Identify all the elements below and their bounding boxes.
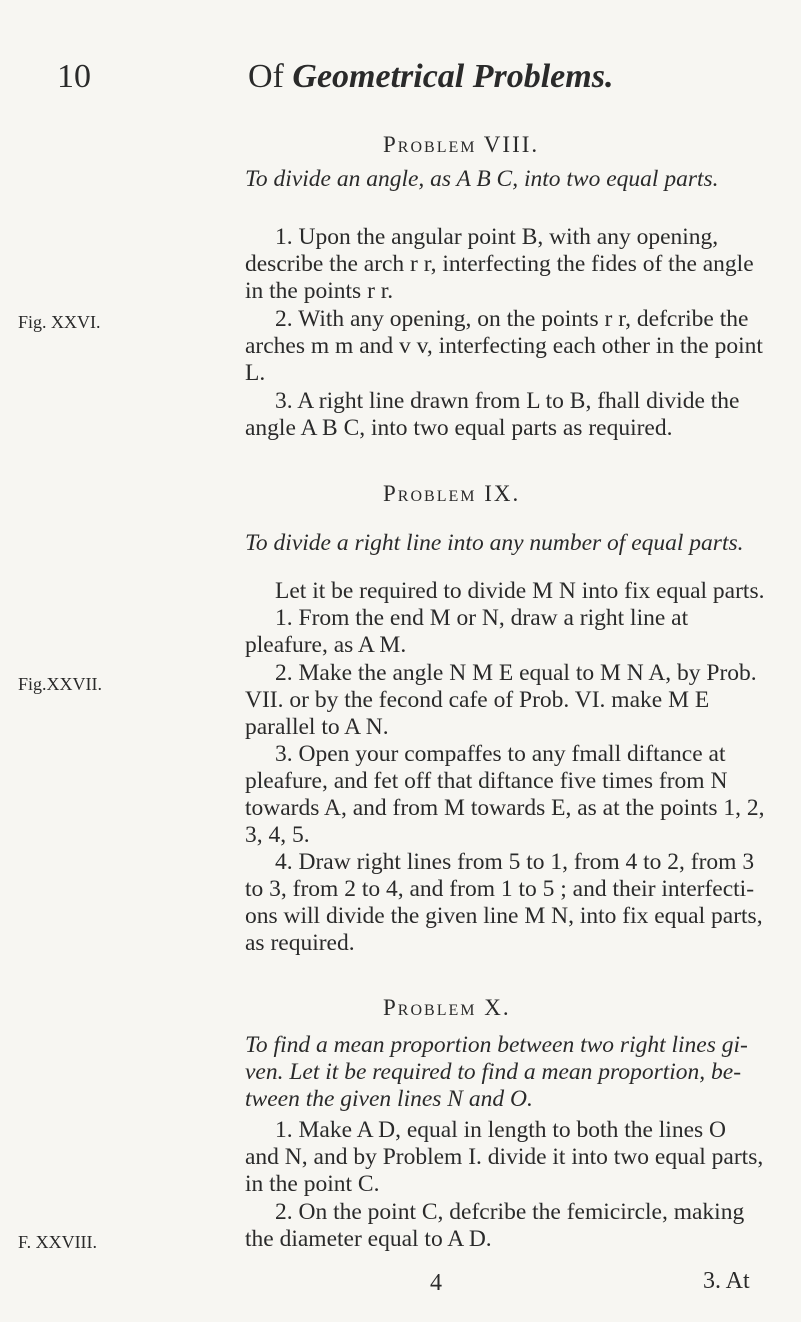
problem-9-step-3: 3. Open your compaffes to any fmall diftance at pleafure, and fet off that diftance five times from N towards A, and from M towards E, as at the points 1, 2, 3, 4, 5. xyxy=(245,741,765,848)
problem-9-step-2: 2. Make the angle N M E equal to M N A, by Prob. VII. or by the fecond cafe of Prob. VI. make M E parallel to A N. xyxy=(245,660,757,740)
problem-9-intro: Let it be required to divide M N into fix equal parts. xyxy=(275,578,765,604)
signature-mark: 4 xyxy=(430,1270,442,1296)
problem-8-step-2: 2. With any opening, on the points r r, defcribe the arches m m and v v, interfecting each other in the point L. xyxy=(245,306,763,386)
page-number: 10 xyxy=(57,58,91,95)
problem-8-step-3: 3. A right line drawn from L to B, fhall divide the angle A B C, into two equal parts as required. xyxy=(245,388,740,441)
catchword: 3. At xyxy=(703,1268,750,1294)
problem-10-step-1: 1. Make A D, equal in length to both the lines O and N, and by Problem I. divide it into two equal parts, in the point C. xyxy=(245,1117,764,1197)
problem-10-step-2: 2. On the point C, defcribe the femicircle, making the diameter equal to A D. xyxy=(245,1199,745,1252)
margin-fig-26: Fig. XXVI. xyxy=(18,312,101,332)
running-title xyxy=(248,58,613,96)
running-title-italic: Geometrical Problems. xyxy=(292,58,614,95)
problem-9-statement: To divide a right line into any number of equal parts. xyxy=(245,530,744,556)
problem-10-statement: To find a mean proportion between two right lines gi-ven. Let it be required to find a mean proportion, be-tween the given lines N and O. xyxy=(245,1032,748,1112)
problem-9-heading: Problem IX. xyxy=(383,481,521,506)
problem-9-step-1: 1. From the end M or N, draw a right line at pleafure, as A M. xyxy=(245,605,689,658)
running-title-prefix: Of xyxy=(248,58,293,95)
problem-8-statement: To divide an angle, as A B C, into two equal parts. xyxy=(245,166,719,192)
margin-fig-27: Fig.XXVII. xyxy=(18,674,102,694)
problem-10-heading: Problem X. xyxy=(383,995,511,1020)
problem-9-step-4: 4. Draw right lines from 5 to 1, from 4 to 2, from 3 to 3, from 2 to 4, and from 1 to 5 ; and their interfecti-ons will divide the given line M N, into fix equal parts, as required. xyxy=(245,849,763,956)
problem-8-step-1: 1. Upon the angular point B, with any opening, describe the arch r r, interfecting the fides of the angle in the points r r. xyxy=(245,224,754,304)
problem-8-heading: Problem VIII. xyxy=(383,132,540,157)
margin-fig-28: F. XXVIII. xyxy=(18,1232,98,1252)
